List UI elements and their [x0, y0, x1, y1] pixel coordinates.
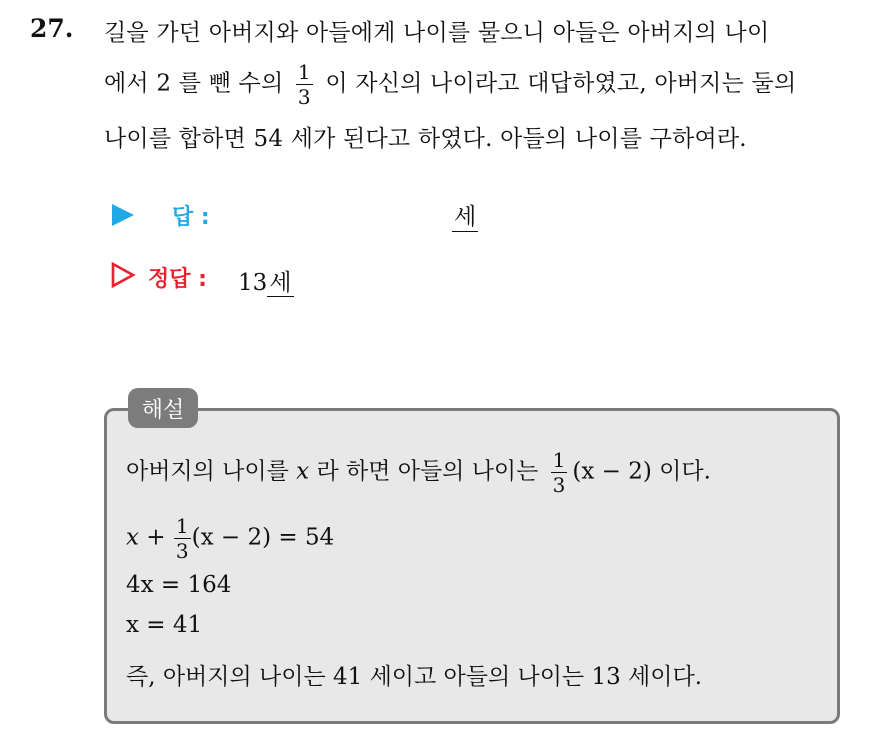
equation-1: [126, 516, 334, 561]
equation-3: x = 41: [126, 612, 203, 638]
fraction-denominator: 3: [297, 85, 311, 109]
fraction-denominator: 3: [175, 539, 189, 563]
solution-tab: 해설: [128, 388, 198, 428]
equation-2: 4x = 164: [126, 572, 232, 598]
correct-answer-unit: 세: [269, 270, 292, 296]
solution-variable-x: x: [296, 458, 310, 485]
question-fraction: [296, 62, 313, 107]
equation-1-plus: +: [138, 524, 173, 551]
equation-1-fraction: [174, 516, 191, 561]
solution-fraction: [551, 450, 568, 495]
question-line-2: [104, 62, 796, 107]
solution-conclusion: 즉, 아버지의 나이는 41 세이고 아들의 나이는 13 세이다.: [126, 664, 703, 690]
question-line-2-before: 에서 2 를 뺀 수의: [104, 70, 284, 97]
question-line-3: 나이를 합하면 54 세가 된다고 하였다. 아들의 나이를 구하여라.: [104, 126, 747, 152]
outline-arrow-icon: [110, 262, 136, 288]
answer-label: 답 :: [172, 205, 210, 230]
correct-answer: [238, 264, 294, 297]
solution-line-1-mid: 라 하면 아들의 나이는: [316, 458, 539, 485]
question-line-2-after: 이 자신의 나이라고 대답하였고, 아버지는 둘의: [325, 70, 797, 97]
answer-unit-blank[interactable]: 세: [452, 198, 478, 232]
question-line-1: 길을 가던 아버지와 아들에게 나이를 물으니 아들은 아버지의 나이: [104, 20, 770, 46]
question-number: 27.: [30, 14, 74, 43]
fraction-numerator: 1: [552, 448, 566, 472]
play-arrow-icon: [112, 204, 134, 226]
fraction-numerator: 1: [175, 514, 189, 538]
correct-answer-value: 13: [238, 270, 268, 296]
fraction-numerator: 1: [297, 60, 311, 84]
equation-1-after: (x − 2) = 54: [191, 524, 335, 551]
solution-line-1: [126, 450, 711, 495]
solution-line-1-before: 아버지의 나이를: [126, 458, 289, 485]
equation-1-var: x: [126, 524, 139, 551]
fraction-denominator: 3: [552, 473, 566, 497]
correct-answer-label: 정답 :: [148, 267, 207, 292]
solution-line-1-after: (x − 2) 이다.: [572, 458, 711, 485]
